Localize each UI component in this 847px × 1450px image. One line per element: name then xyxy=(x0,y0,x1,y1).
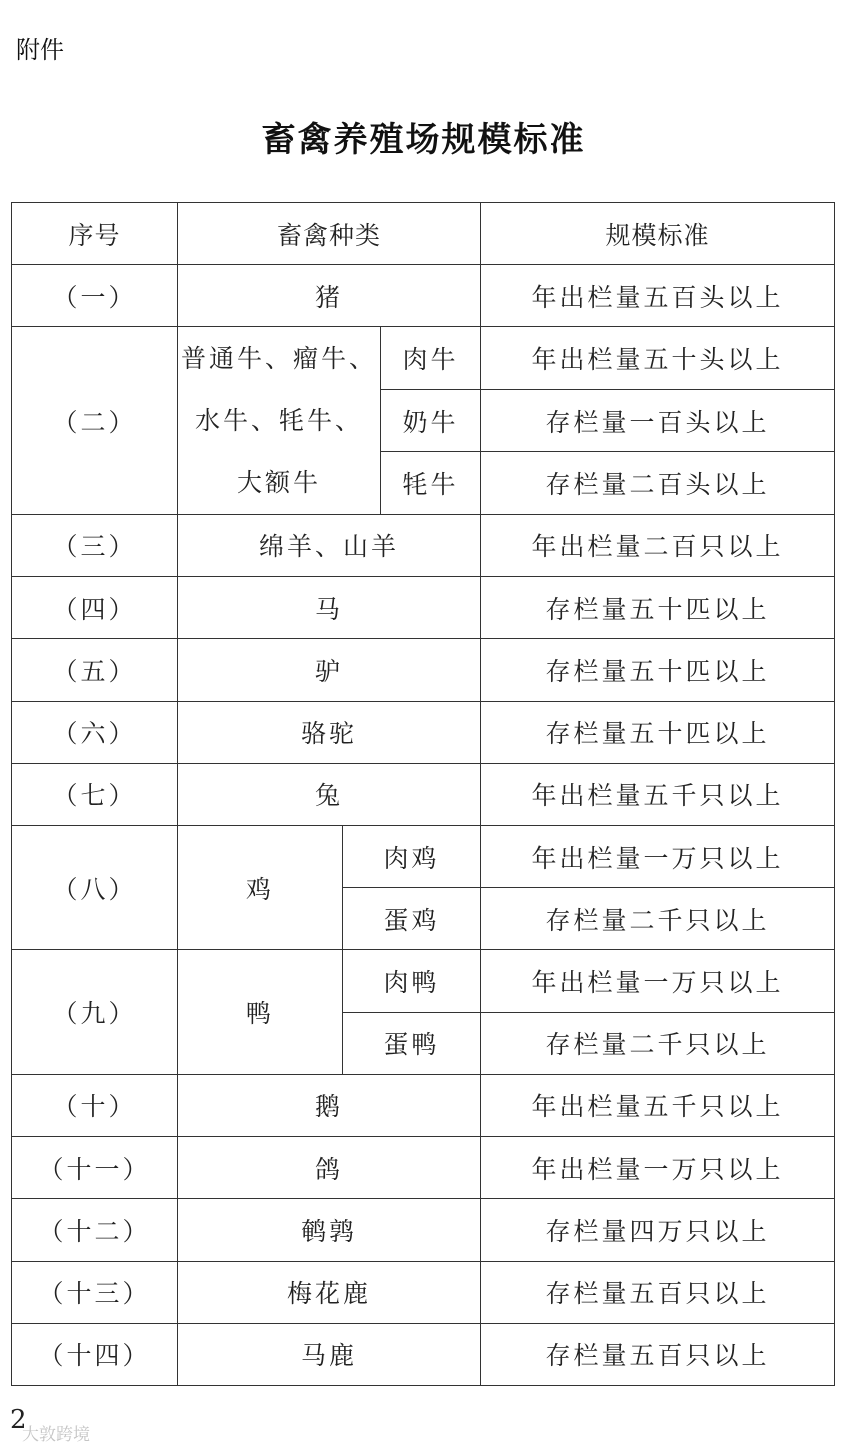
header-no: 序号 xyxy=(12,203,178,265)
row-species: 驴 xyxy=(178,639,481,701)
row-standard: 年出栏量一万只以上 xyxy=(481,950,835,1012)
row-species: 鹅 xyxy=(178,1074,481,1136)
row-no: （二） xyxy=(12,327,178,515)
row-species: 猪 xyxy=(178,265,481,327)
row-species: 鸽 xyxy=(178,1137,481,1199)
row-standard: 存栏量五十匹以上 xyxy=(481,701,835,763)
row-subtype: 肉鸡 xyxy=(343,825,481,887)
table-row xyxy=(12,825,835,887)
row-no: （一） xyxy=(12,265,178,327)
row-species-cattle xyxy=(178,327,381,515)
row-no: （五） xyxy=(12,639,178,701)
row-standard: 存栏量五百只以上 xyxy=(481,1261,835,1323)
table-row xyxy=(12,514,835,576)
row-no: （十一） xyxy=(12,1137,178,1199)
row-no: （四） xyxy=(12,577,178,639)
cattle-line: 大额牛 xyxy=(236,467,321,497)
row-subtype: 奶牛 xyxy=(381,389,481,452)
header-standard: 规模标准 xyxy=(481,203,835,265)
page-number: 2 xyxy=(10,1405,27,1435)
row-standard: 年出栏量五百头以上 xyxy=(481,265,835,327)
scale-standard-table xyxy=(11,202,835,1386)
row-standard: 年出栏量五千只以上 xyxy=(481,763,835,825)
table-row xyxy=(12,1137,835,1199)
row-subtype: 肉牛 xyxy=(381,327,481,390)
row-no: （十） xyxy=(12,1074,178,1136)
row-subtype: 蛋鸡 xyxy=(343,888,481,950)
table-row xyxy=(12,327,835,390)
attachment-label: 附件 xyxy=(16,36,64,64)
row-standard: 年出栏量一万只以上 xyxy=(481,1137,835,1199)
header-species: 畜禽种类 xyxy=(178,203,481,265)
table-row xyxy=(12,639,835,701)
row-species: 马鹿 xyxy=(178,1323,481,1385)
row-no: （六） xyxy=(12,701,178,763)
table-row xyxy=(12,1323,835,1385)
row-standard: 年出栏量二百只以上 xyxy=(481,514,835,576)
row-no: （十四） xyxy=(12,1323,178,1385)
row-species: 绵羊、山羊 xyxy=(178,514,481,576)
row-species: 马 xyxy=(178,577,481,639)
row-species: 梅花鹿 xyxy=(178,1261,481,1323)
row-no: （三） xyxy=(12,514,178,576)
row-no: （八） xyxy=(12,825,178,949)
table-row xyxy=(12,577,835,639)
row-no: （九） xyxy=(12,950,178,1074)
row-standard: 年出栏量一万只以上 xyxy=(481,825,835,887)
row-standard: 存栏量二百头以上 xyxy=(481,452,835,515)
row-subtype: 肉鸭 xyxy=(343,950,481,1012)
table-row xyxy=(12,701,835,763)
row-species: 兔 xyxy=(178,763,481,825)
row-standard: 存栏量五百只以上 xyxy=(481,1323,835,1385)
table-row xyxy=(12,1199,835,1261)
row-species: 鸡 xyxy=(178,825,343,949)
row-standard: 存栏量一百头以上 xyxy=(481,389,835,452)
table-row xyxy=(12,950,835,1012)
row-no: （七） xyxy=(12,763,178,825)
row-subtype: 牦牛 xyxy=(381,452,481,515)
table-header-row xyxy=(12,203,835,265)
table-row xyxy=(12,1074,835,1136)
row-standard: 存栏量二千只以上 xyxy=(481,888,835,950)
cattle-line: 水牛、牦牛、 xyxy=(194,405,363,435)
table-row xyxy=(12,1261,835,1323)
row-standard: 存栏量四万只以上 xyxy=(481,1199,835,1261)
row-species: 骆驼 xyxy=(178,701,481,763)
watermark: 大敦跨境 xyxy=(22,1425,90,1445)
row-subtype: 蛋鸭 xyxy=(343,1012,481,1074)
row-standard: 年出栏量五十头以上 xyxy=(481,327,835,390)
row-standard: 存栏量五十匹以上 xyxy=(481,577,835,639)
table-row xyxy=(12,763,835,825)
table-row xyxy=(12,265,835,327)
row-standard: 存栏量五十匹以上 xyxy=(481,639,835,701)
cattle-line: 普通牛、瘤牛、 xyxy=(180,343,377,373)
row-standard: 年出栏量五千只以上 xyxy=(481,1074,835,1136)
document-title: 畜禽养殖场规模标准 xyxy=(261,120,586,160)
row-species: 鹌鹑 xyxy=(178,1199,481,1261)
row-standard: 存栏量二千只以上 xyxy=(481,1012,835,1074)
row-no: （十二） xyxy=(12,1199,178,1261)
row-species: 鸭 xyxy=(178,950,343,1074)
row-no: （十三） xyxy=(12,1261,178,1323)
